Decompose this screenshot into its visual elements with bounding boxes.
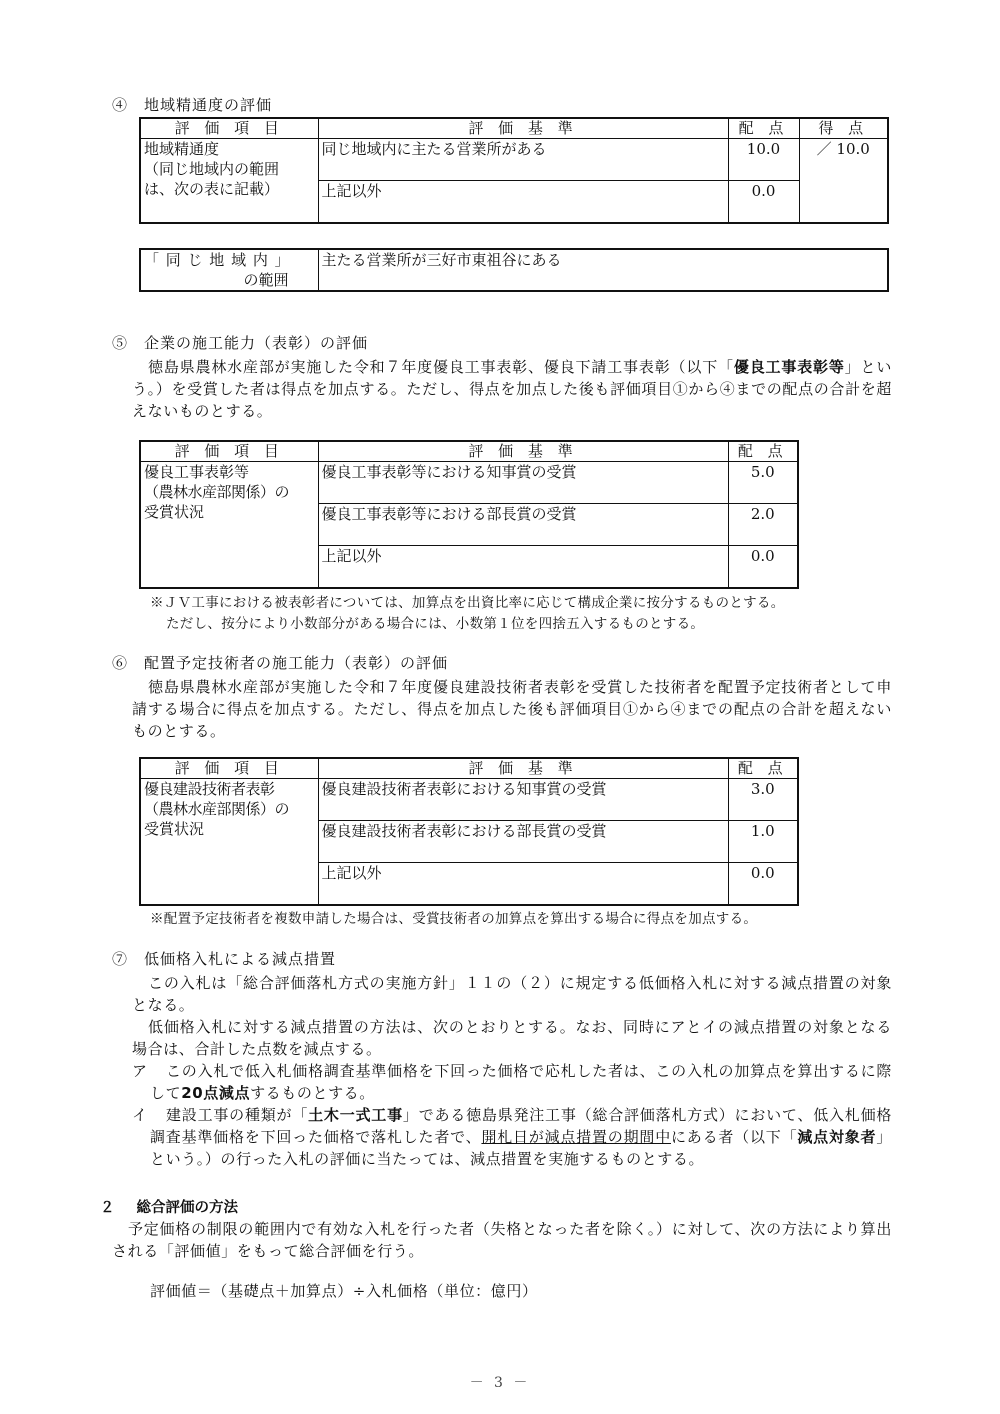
points-cell: 0.0 — [728, 181, 799, 223]
points-cell: 1.0 — [728, 821, 798, 863]
header-points: 配 点 — [728, 118, 799, 139]
underlined-term: 開札日が減点措置の期間中 — [481, 1128, 671, 1146]
page-number: － 3 － — [469, 1375, 531, 1391]
table-row — [140, 249, 888, 291]
section-6-paragraph: 徳島県農林水産部が実施した令和７年度優良建設技術者表彰を受賞した技術者を配置予定技術者として申請する場合に得点を加点する。ただし、得点を加点した後も評価項目①から④までの配点の合計を超えないものとする。 — [132, 678, 892, 740]
section-6-title: ⑥ 配置予定技術者の施工能力（表彰）の評価 — [112, 654, 449, 672]
header-points: 配 点 — [728, 758, 798, 779]
table-header-row — [140, 118, 888, 139]
item-line: 優良工事表彰等 — [144, 463, 250, 481]
section-number: ２ — [100, 1200, 115, 1216]
bold-term: 20点減点 — [181, 1084, 251, 1102]
item-i-marker: イ — [132, 1106, 148, 1124]
criterion-cell: 同じ地域内に主たる営業所がある — [318, 139, 728, 181]
item-cell — [140, 139, 318, 223]
section-5-note-2: ただし、按分により小数部分がある場合には、小数第１位を四捨五入するものとする。 — [166, 616, 705, 632]
text-span: この入札で低入札価格調査基準価格を下回った価格で応札した者は、この入札の加算点を算出するに際して — [150, 1062, 892, 1102]
text-span: にある者（以下「 — [671, 1128, 798, 1146]
item-line: は、次の表に記載） — [144, 180, 280, 198]
text-span: するものとする。 — [250, 1084, 375, 1102]
item-line: 優良建設技術者表彰 — [144, 780, 275, 798]
text-span: 」という。）を受賞した者は得点を加点する。ただし、得点を加点した後も評価項目①から④までの配点の合計を超えないものとする。 — [132, 358, 892, 420]
section-2-title: 総合評価の方法 — [136, 1200, 238, 1216]
section-4-title: ④ 地域精通度の評価 — [112, 96, 273, 114]
points-cell: 3.0 — [728, 779, 798, 821]
header-item: 評 価 項 目 — [140, 441, 318, 462]
text-span: 建設工事の種類が「 — [166, 1106, 309, 1124]
region-range-table — [139, 248, 889, 292]
score-cell: ／ 10.0 — [799, 139, 888, 223]
range-label-line: 「 同 じ 地 域 内 」 — [144, 251, 291, 269]
text-span: 」である徳島県発注工事（総合評価落札方式）において、低入札価格調査基準価格を下回った価格で落札した者で、 — [150, 1106, 892, 1146]
criterion-cell: 優良建設技術者表彰における知事賞の受賞 — [318, 779, 728, 821]
header-criteria: 評 価 基 準 — [318, 441, 728, 462]
bold-term: 減点対象者 — [797, 1128, 877, 1146]
section-6-note: ※配置予定技術者を複数申請した場合は、受賞技術者の加算点を算出する場合に得点を加点する。 — [150, 911, 758, 927]
item-line: （同じ地域内の範囲 — [144, 160, 280, 178]
criterion-cell: 優良建設技術者表彰における部長賞の受賞 — [318, 821, 728, 863]
excellent-engineer-award-table — [139, 757, 799, 906]
criterion-cell: 上記以外 — [318, 546, 728, 588]
criterion-cell: 上記以外 — [318, 181, 728, 223]
points-cell: 2.0 — [728, 504, 798, 546]
item-line: （農林水産部関係）の — [144, 800, 290, 818]
header-score: 得 点 — [799, 118, 888, 139]
item-cell — [140, 462, 318, 588]
criterion-cell: 優良工事表彰等における知事賞の受賞 — [318, 462, 728, 504]
item-line: （農林水産部関係）の — [144, 483, 290, 501]
item-a-text — [150, 1060, 892, 1104]
item-a-marker: ア — [132, 1062, 148, 1080]
header-criteria: 評 価 基 準 — [318, 118, 728, 139]
regional-knowledge-table — [139, 117, 889, 224]
evaluation-formula: 評価値＝（基礎点＋加算点）÷入札価格（単位：億円） — [150, 1282, 538, 1300]
points-cell: 5.0 — [728, 462, 798, 504]
section-5-paragraph — [132, 356, 892, 422]
bold-term: 土木一式工事 — [308, 1106, 403, 1124]
section-2-heading — [100, 1197, 238, 1219]
range-label-line: の範囲 — [243, 271, 289, 289]
table-row — [140, 462, 798, 504]
header-item: 評 価 項 目 — [140, 758, 318, 779]
criterion-cell: 優良工事表彰等における部長賞の受賞 — [318, 504, 728, 546]
points-cell: 0.0 — [728, 863, 798, 905]
points-cell: 10.0 — [728, 139, 799, 181]
item-line: 受賞状況 — [144, 503, 205, 521]
section-5-title: ⑤ 企業の施工能力（表彰）の評価 — [112, 334, 369, 352]
excellent-work-award-table — [139, 440, 799, 589]
range-label-cell — [140, 249, 318, 291]
item-line: 地域精通度 — [144, 140, 220, 158]
text-span: 徳島県農林水産部が実施した令和７年度優良工事表彰、優良下請工事表彰（以下「 — [148, 358, 734, 376]
header-points: 配 点 — [728, 441, 798, 462]
criterion-cell: 上記以外 — [318, 863, 728, 905]
item-line: 受賞状況 — [144, 820, 205, 838]
item-i-text — [150, 1104, 892, 1170]
table-header-row — [140, 441, 798, 462]
section-7-paragraph-1: この入札は「総合評価落札方式の実施方針」１１の（２）に規定する低価格入札に対する減点措置の対象となる。 — [132, 974, 892, 1014]
section-2-paragraph: 予定価格の制限の範囲内で有効な入札を行った者（失格となった者を除く。）に対して、次の方法により算出される「評価値」をもって総合評価を行う。 — [112, 1220, 892, 1260]
range-value-cell: 主たる営業所が三好市東祖谷にある — [318, 249, 888, 291]
table-header-row — [140, 758, 798, 779]
header-item: 評 価 項 目 — [140, 118, 318, 139]
section-7-paragraph-2: 低価格入札に対する減点措置の方法は、次のとおりとする。なお、同時にアとイの減点措置の対象となる場合は、合計した点数を減点する。 — [132, 1018, 892, 1058]
text-span: 」という。）の行った入札の評価に当たっては、減点措置を実施するものとする。 — [150, 1128, 892, 1168]
bold-term: 優良工事表彰等 — [733, 358, 845, 376]
section-7-title: ⑦ 低価格入札による減点措置 — [112, 950, 337, 968]
header-criteria: 評 価 基 準 — [318, 758, 728, 779]
table-row — [140, 139, 888, 181]
points-cell: 0.0 — [728, 546, 798, 588]
section-5-note-1: ※ＪＶ工事における被表彰者については、加算点を出資比率に応じて構成企業に按分するものとする。 — [150, 595, 785, 611]
item-cell — [140, 779, 318, 905]
table-row — [140, 779, 798, 821]
